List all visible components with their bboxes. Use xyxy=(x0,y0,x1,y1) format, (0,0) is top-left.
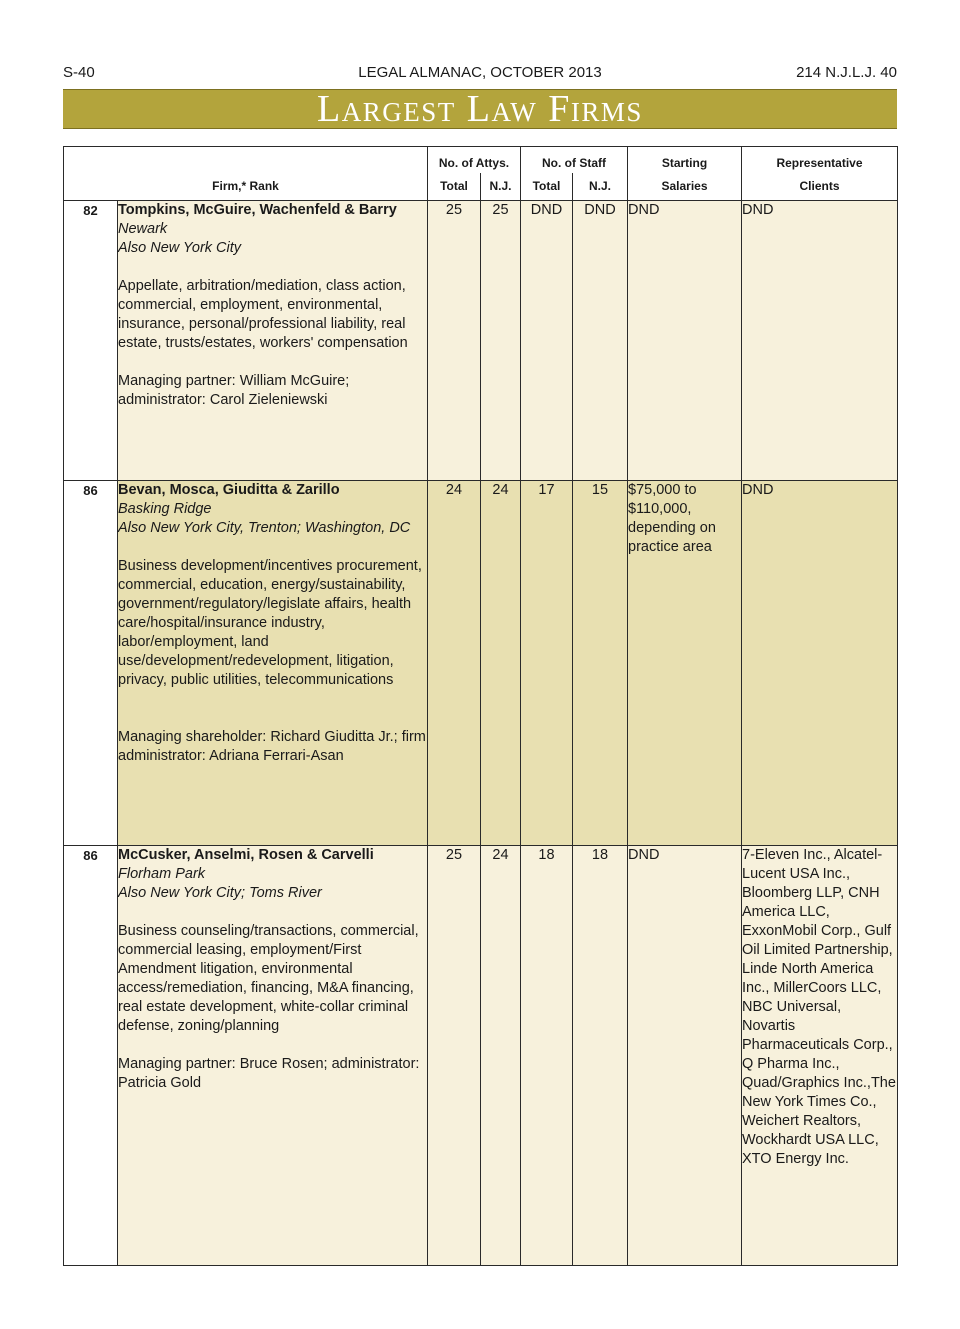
firm-cell xyxy=(118,201,428,481)
firm-other-offices: Also New York City; Toms River xyxy=(118,885,322,901)
attys-nj: 24 xyxy=(481,481,521,846)
header-salaries-bottom: Salaries xyxy=(628,173,742,201)
firm-other-offices: Also New York City, Trenton; Washington, DC xyxy=(118,520,411,536)
starting-salaries: DND xyxy=(628,201,742,481)
header-staff-label: No. of Staff xyxy=(542,156,606,170)
firm-city: Basking Ridge xyxy=(118,501,212,517)
table-row xyxy=(64,201,898,481)
running-head xyxy=(63,62,897,84)
representative-clients: DND xyxy=(742,481,898,846)
firm-name: Bevan, Mosca, Giuditta & Zarillo xyxy=(118,482,340,498)
header-staff-group xyxy=(521,147,628,174)
firm-practice-areas: Business development/incentives procurement, commercial, education, energy/sustainability, government/regulatory/legislate affairs, health care/hospital/insurance industry, labor/employment, land use/development/redevelopment, litigation, privacy, public utilities, telecommunications xyxy=(118,558,422,688)
representative-clients: 7-Eleven Inc., Alcatel-Lucent USA Inc., Bloomberg LLP, CNH America LLC, ExxonMobil Corp., Gulf Oil Limited Partnership, Linde North America Inc., MillerCoors LLC, NBC Universal, Novartis Pharmaceuticals Corp., Q Pharma Inc., Quad/Graphics Inc.,The New York Times Co., Weichert Realtors, Wockhardt USA LLC, XTO Energy Inc. xyxy=(742,846,898,1266)
attys-nj: 24 xyxy=(481,846,521,1266)
staff-total: 17 xyxy=(521,481,573,846)
table-row xyxy=(64,846,898,1266)
firm-management: Managing partner: Bruce Rosen; administrator: Patricia Gold xyxy=(118,1056,420,1091)
header-staff-total: Total xyxy=(521,173,573,201)
firm-city: Florham Park xyxy=(118,866,206,882)
firm-rank: 86 xyxy=(64,846,118,1266)
firm-management: Managing shareholder: Richard Giuditta Jr.; firm administrator: Adriana Ferrari-Asan xyxy=(118,729,426,764)
header-salaries-top-label: Starting xyxy=(661,156,708,170)
starting-salaries: DND xyxy=(628,846,742,1266)
staff-total: DND xyxy=(521,201,573,481)
header-staff-nj: N.J. xyxy=(573,173,628,201)
header-clients-top xyxy=(742,147,898,174)
table-row xyxy=(64,481,898,846)
firm-management: Managing partner: William McGuire; administrator: Carol Zieleniewski xyxy=(118,373,350,408)
header-clients-bottom: Clients xyxy=(742,173,898,201)
starting-salaries: $75,000 to $110,000, depending on practice area xyxy=(628,481,742,846)
page-title: Largest Law Firms xyxy=(317,88,643,130)
staff-nj: DND xyxy=(573,201,628,481)
firm-cell xyxy=(118,846,428,1266)
header-attys-nj: N.J. xyxy=(481,173,521,201)
header-salaries-top xyxy=(628,147,742,174)
firm-city: Newark xyxy=(118,221,168,237)
firm-practice-areas: Appellate, arbitration/mediation, class action, commercial, employment, environmental, insurance, personal/professional liability, real estate, trusts/estates, workers' compensation xyxy=(118,278,408,351)
attys-total: 25 xyxy=(428,201,481,481)
citation: 214 N.J.L.J. 40 xyxy=(796,64,897,81)
header-firm-rank: Firm,* Rank xyxy=(64,173,428,201)
representative-clients: DND xyxy=(742,201,898,481)
header-attys-label: No. of Attys. xyxy=(438,156,510,170)
header-blank xyxy=(64,147,428,174)
law-firms-table xyxy=(63,146,898,1266)
firm-rank: 86 xyxy=(64,481,118,846)
firm-practice-areas: Business counseling/transactions, commercial, commercial leasing, employment/First Amendment litigation, environmental access/remediation, financing, M&A financing, real estate development, white-collar criminal defense, zoning/planning xyxy=(118,923,419,1034)
publication-title: LEGAL ALMANAC, OCTOBER 2013 xyxy=(358,64,602,81)
staff-total: 18 xyxy=(521,846,573,1266)
header-clients-top-label: Representative xyxy=(776,156,863,170)
staff-nj: 18 xyxy=(573,846,628,1266)
firm-rank: 82 xyxy=(64,201,118,481)
title-banner xyxy=(63,89,897,129)
firm-name: Tompkins, McGuire, Wachenfeld & Barry xyxy=(118,202,397,218)
firm-name: McCusker, Anselmi, Rosen & Carvelli xyxy=(118,847,374,863)
firm-cell xyxy=(118,481,428,846)
attys-total: 25 xyxy=(428,846,481,1266)
attys-total: 24 xyxy=(428,481,481,846)
page-number: S-40 xyxy=(63,64,95,81)
header-attys-total: Total xyxy=(428,173,481,201)
firm-other-offices: Also New York City xyxy=(118,240,242,256)
header-attys-group xyxy=(428,147,521,174)
attys-nj: 25 xyxy=(481,201,521,481)
staff-nj: 15 xyxy=(573,481,628,846)
